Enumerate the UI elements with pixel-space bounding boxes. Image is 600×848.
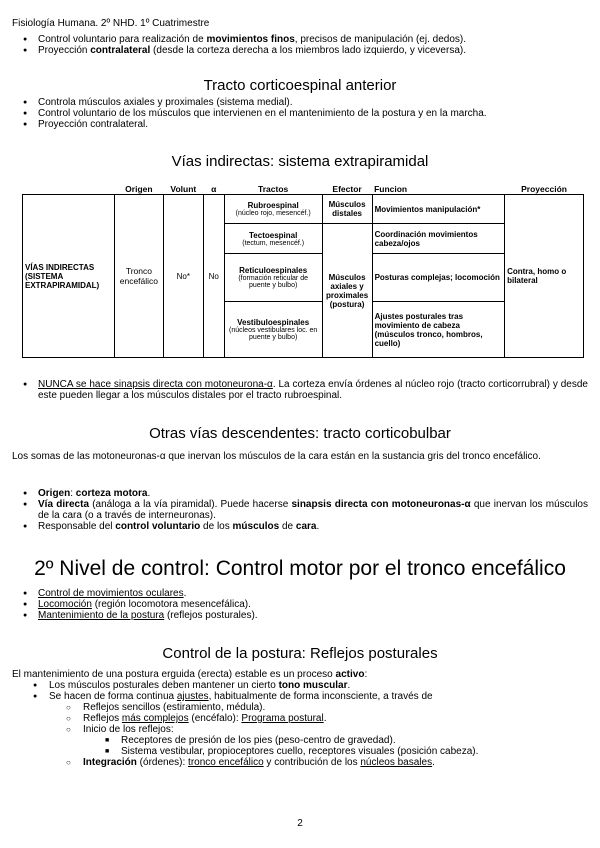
sub-item: ○ Inicio de los reflejos: bbox=[0, 724, 588, 735]
list-item: ● Controla músculos axiales y proximales (sistema medial). bbox=[0, 97, 590, 108]
list-item: ● Los músculos posturales deben mantener un cierto tono muscular. bbox=[0, 680, 588, 691]
section-title-anterior: Tracto corticoespinal anterior bbox=[203, 77, 397, 94]
column-header: Tractos bbox=[224, 183, 322, 195]
posture-intro: El mantenimiento de una postura erguida (erecta) estable es un proceso activo: bbox=[12, 669, 368, 680]
column-header: α bbox=[203, 183, 224, 195]
cell-origen: Tronco encefálico bbox=[114, 195, 163, 358]
column-header: Efector bbox=[322, 183, 372, 195]
list-item: ● Mantenimiento de la postura (reflejos posturales). bbox=[0, 610, 588, 621]
level2-list bbox=[0, 588, 588, 621]
section-title-level2: 2º Nivel de control: Control motor por el tronco encefálico bbox=[34, 557, 566, 580]
list-item: ● Responsable del control voluntario de los músculos de cara. bbox=[0, 521, 588, 532]
cell-projection: Contra, homo o bilateral bbox=[505, 195, 584, 358]
tract-cell: Tectoespinal (tectum, mesencéf.) bbox=[224, 224, 322, 254]
list-item: ● Control voluntario de los músculos que intervienen en el mantenimiento de la postura y en la marcha. bbox=[0, 108, 590, 119]
cell-function: Ajustes posturales tras movimiento de cabeza (músculos tronco, hombros, cuello) bbox=[372, 302, 505, 358]
cell-effector: Músculos distales bbox=[322, 195, 372, 224]
cell-alpha: No bbox=[203, 195, 224, 358]
section-title-indirect: Vías indirectas: sistema extrapiramidal bbox=[171, 153, 429, 170]
extrapyramidal-table bbox=[22, 183, 584, 358]
tract-cell: Rubroespinal (núcleo rojo, mesencéf.) bbox=[224, 195, 322, 224]
row-label: VÍAS INDIRECTAS (SISTEMA EXTRAPIRAMIDAL) bbox=[23, 195, 115, 358]
cell-function: Movimientos manipulación* bbox=[372, 195, 505, 224]
sub-sub-item: ■ Sistema vestibular, propioceptores cuello, receptores visuales (posición cabeza). bbox=[0, 746, 588, 757]
list-item: ● Se hacen de forma continua ajustes, habitualmente de forma inconsciente, a través de bbox=[0, 691, 588, 702]
column-header: Volunt bbox=[163, 183, 203, 195]
posture-list bbox=[0, 680, 588, 768]
list-item: ● NUNCA se hace sinapsis directa con motoneurona-α. La corteza envía órdenes al núcleo rojo (tracto corticorrubral) y desde este pueden llegar a los músculos distales por el tracto rubroespinal. bbox=[0, 379, 588, 401]
list-item: ● Control de movimientos oculares. bbox=[0, 588, 588, 599]
tract-cell: Vestibuloespinales (núcleos vestibulares loc. en puente y bulbo) bbox=[224, 302, 322, 358]
list-item: ● Locomoción (región locomotora mesencefálica). bbox=[0, 599, 588, 610]
top-bullets bbox=[0, 34, 590, 56]
section-title-corticobulbar: Otras vías descendentes: tracto corticobulbar bbox=[149, 425, 451, 442]
sub-item: ○ Reflejos sencillos (estiramiento, médula). bbox=[0, 702, 588, 713]
anterior-list bbox=[0, 97, 590, 130]
corticobulbar-intro: Los somas de las motoneuronas-α que inervan los músculos de la cara están en la sustancia gris del tronco encefálico. bbox=[12, 451, 541, 462]
column-header: Proyección bbox=[505, 183, 584, 195]
corticobulbar-list bbox=[0, 488, 588, 532]
sub-sub-item: ■ Receptores de presión de los pies (peso-centro de gravedad). bbox=[0, 735, 588, 746]
cell-volunt: No* bbox=[163, 195, 203, 358]
page-header: Fisiología Humana. 2º NHD. 1º Cuatrimestre bbox=[12, 18, 210, 29]
cell-function: Posturas complejas; locomoción bbox=[372, 254, 505, 302]
cell-function: Coordinación movimientos cabeza/ojos bbox=[372, 224, 505, 254]
list-item: ● Proyección contralateral. bbox=[0, 119, 590, 130]
column-header: Funcion bbox=[372, 183, 505, 195]
sub-item: ○ Integración (órdenes): tronco encefálico y contribución de los núcleos basales. bbox=[0, 757, 588, 768]
list-item: ● Proyección contralateral (desde la corteza derecha a los miembros lado izquierdo, y viceversa). bbox=[0, 45, 590, 56]
list-item: ● Control voluntario para realización de movimientos finos, precisos de manipulación (ej. dedos). bbox=[0, 34, 590, 45]
table-header-row bbox=[23, 183, 584, 195]
cell-effector: Músculos axiales y proximales (postura) bbox=[322, 224, 372, 358]
tract-cell: Reticuloespinales (formación reticular de puente y bulbo) bbox=[224, 254, 322, 302]
column-header: Origen bbox=[114, 183, 163, 195]
list-item: ● Origen: corteza motora. bbox=[0, 488, 588, 499]
indirect-note bbox=[0, 379, 588, 401]
list-item: ● Vía directa (análoga a la vía piramidal). Puede hacerse sinapsis directa con motoneuronas-α que inervan los músculos de la cara (o a través de interneuronas). bbox=[0, 499, 588, 521]
page-number: 2 bbox=[297, 818, 303, 829]
section-title-posture: Control de la postura: Reflejos posturales bbox=[162, 645, 438, 662]
sub-item: ○ Reflejos más complejos (encéfalo): Programa postural. bbox=[0, 713, 588, 724]
table-row bbox=[23, 195, 584, 224]
